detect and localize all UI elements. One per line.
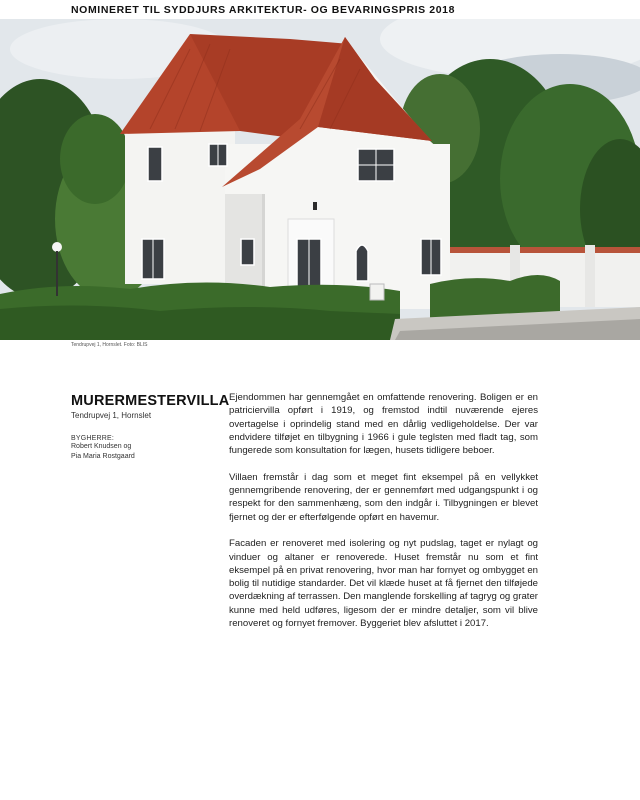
article-sidebar xyxy=(71,393,230,462)
body-paragraph: Facaden er renoveret med isolering og nyt pudslag, taget er nylagt og vinduer og altaner er renoverede. Huset fremstår nu som et fint eksempel på en privat renovering, hvor man har fornyet og ombygget en bolig til nutidige standarder. Det vil klæde huset at få fjernet den tilføjede overdækning af terrassen. Den manglende forskelling af tagryg og grater kunne med held udføres, ligesom der er mindre detaljer, som vil blive renoveret og fornyet fremover. Byggeriet blev afsluttet i 2017. xyxy=(229,538,538,630)
owner-name: Robert Knudsen og xyxy=(71,443,132,450)
house-illustration xyxy=(0,19,640,340)
owner-label: BYGHERRE: xyxy=(71,435,115,442)
body-paragraph: Villaen fremstår i dag som et meget fint eksempel på en vellykket gennemgribende renovering, der er gennemført med udgangspunkt i og respekt for den sammenhæng, som den indgår i. Tilbygningen er blevet fjernet og der er efterfølgende opført en havemur. xyxy=(229,471,538,523)
article-address: Tendrupvej 1, Hornslet xyxy=(71,411,152,420)
house-photo xyxy=(0,19,640,340)
page-header: NOMINERET TIL SYDDJURS ARKITEKTUR- OG BEVARINGSPRIS 2018 xyxy=(71,4,456,16)
article-body xyxy=(229,391,538,644)
owner-name: Pia Maria Rostgaard xyxy=(71,453,135,460)
photo-caption: Tendrupvej 1, Hornslet. Foto: BLIS xyxy=(71,342,148,348)
body-paragraph: Ejendommen har gennemgået en omfattende renovering. Boligen er en patriciervilla opført i 1919, og fremstod indtil nuværende ejeres overtagelse i oprindelig stand med en dårlig vedligeholdelse. Der var endvidere tilføjet en tilbygning i 1966 i gule teglsten med fladt tag, som fungerede som konsultation for lægen, husets tidligere beboer. xyxy=(229,392,538,457)
article-title: MURERMESTERVILLA xyxy=(71,393,230,409)
